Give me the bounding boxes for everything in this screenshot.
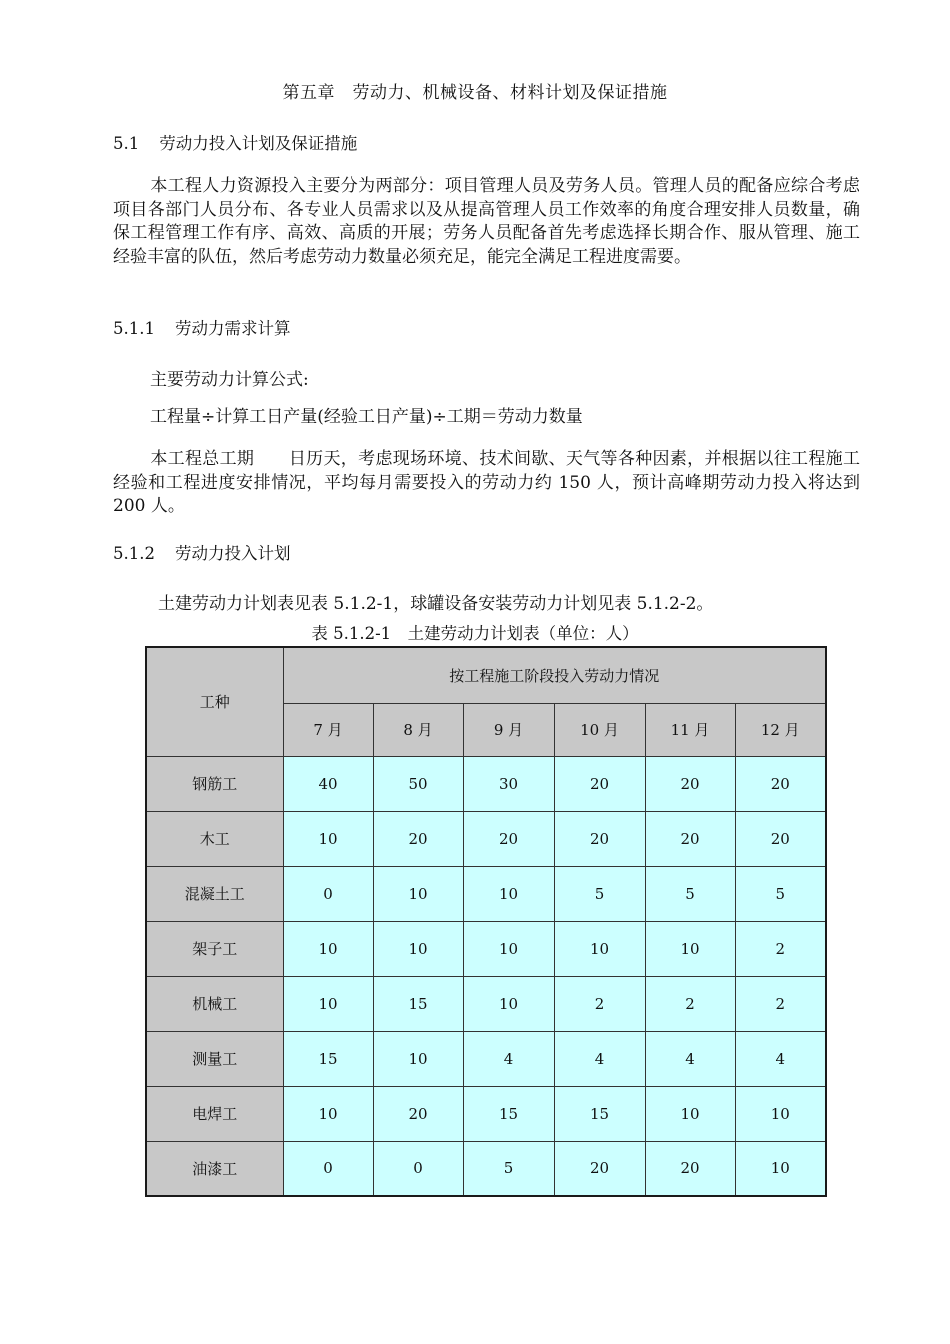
labor-count-cell: 20 bbox=[645, 811, 735, 866]
labor-count-cell: 10 bbox=[373, 921, 463, 976]
labor-count-cell: 30 bbox=[463, 756, 554, 811]
labor-count-cell: 10 bbox=[735, 1086, 826, 1141]
labor-count-cell: 4 bbox=[463, 1031, 554, 1086]
labor-count-cell: 4 bbox=[554, 1031, 645, 1086]
labor-count-cell: 20 bbox=[373, 1086, 463, 1141]
table-intro: 土建劳动力计划表见表 5.1.2-1，球罐设备安装劳动力计划见表 5.1.2-2。 bbox=[158, 594, 714, 614]
labor-count-cell: 15 bbox=[283, 1031, 373, 1086]
labor-count-cell: 0 bbox=[373, 1141, 463, 1196]
section-heading-5-1 bbox=[113, 131, 357, 157]
labor-count-cell: 2 bbox=[554, 976, 645, 1031]
labor-count-cell: 20 bbox=[554, 1141, 645, 1196]
labor-count-cell: 15 bbox=[373, 976, 463, 1031]
section-title: 劳动力需求计算 bbox=[174, 319, 291, 338]
group-header: 按工程施工阶段投入劳动力情况 bbox=[283, 647, 826, 703]
month-header: 9 月 bbox=[463, 703, 554, 756]
table-body bbox=[146, 756, 826, 1196]
worker-column-header: 工种 bbox=[146, 647, 283, 756]
labor-count-cell: 10 bbox=[554, 921, 645, 976]
labor-count-cell: 10 bbox=[645, 921, 735, 976]
section-number: 5.1.1 bbox=[113, 319, 155, 338]
labor-count-cell: 15 bbox=[463, 1086, 554, 1141]
labor-count-cell: 10 bbox=[463, 976, 554, 1031]
labor-count-cell: 10 bbox=[373, 866, 463, 921]
section-heading-5-1-2 bbox=[113, 541, 290, 567]
labor-count-cell: 0 bbox=[283, 1141, 373, 1196]
worker-type-cell: 电焊工 bbox=[146, 1086, 283, 1141]
labor-count-cell: 50 bbox=[373, 756, 463, 811]
labor-count-cell: 40 bbox=[283, 756, 373, 811]
labor-count-cell: 10 bbox=[735, 1141, 826, 1196]
labor-count-cell: 5 bbox=[463, 1141, 554, 1196]
table-row bbox=[146, 1031, 826, 1086]
labor-count-cell: 20 bbox=[735, 811, 826, 866]
labor-count-cell: 15 bbox=[554, 1086, 645, 1141]
paragraph-duration bbox=[113, 448, 860, 519]
table-row bbox=[146, 1141, 826, 1196]
table-row bbox=[146, 976, 826, 1031]
section-number: 5.1 bbox=[113, 134, 140, 153]
labor-count-cell: 5 bbox=[554, 866, 645, 921]
labor-count-cell: 10 bbox=[283, 976, 373, 1031]
labor-count-cell: 20 bbox=[645, 756, 735, 811]
table-row bbox=[146, 756, 826, 811]
chapter-title: 第五章 劳动力、机械设备、材料计划及保证措施 bbox=[282, 83, 668, 103]
section-heading-5-1-1 bbox=[113, 316, 290, 342]
labor-count-cell: 2 bbox=[735, 976, 826, 1031]
table-row bbox=[146, 1086, 826, 1141]
labor-count-cell: 4 bbox=[645, 1031, 735, 1086]
labor-count-cell: 20 bbox=[645, 1141, 735, 1196]
labor-count-cell: 10 bbox=[283, 921, 373, 976]
paragraph-text: 本工程人力资源投入主要分为两部分：项目管理人员及劳务人员。管理人员的配备应综合考虑项目各部门人员分布、各专业人员需求以及从提高管理人员工作效率的角度合理安排人员数量，确保工程管理工作有序、高效、高质的开展；劳务人员配备首先考虑选择长期合作、服从管理、施工经验丰富的队伍，然后考虑劳动力数量必须充足，能完全满足工程进度需要。 bbox=[113, 176, 860, 267]
worker-type-cell: 混凝土工 bbox=[146, 866, 283, 921]
labor-count-cell: 10 bbox=[645, 1086, 735, 1141]
formula-label: 主要劳动力计算公式: bbox=[150, 370, 309, 390]
section-title: 劳动力投入计划及保证措施 bbox=[159, 134, 358, 153]
worker-type-cell: 木工 bbox=[146, 811, 283, 866]
paragraph-intro bbox=[113, 175, 860, 269]
labor-count-cell: 4 bbox=[735, 1031, 826, 1086]
worker-type-cell: 机械工 bbox=[146, 976, 283, 1031]
month-header: 11 月 bbox=[645, 703, 735, 756]
worker-type-cell: 架子工 bbox=[146, 921, 283, 976]
table-row bbox=[146, 866, 826, 921]
table-row bbox=[146, 921, 826, 976]
section-number: 5.1.2 bbox=[113, 544, 155, 563]
section-title: 劳动力投入计划 bbox=[174, 544, 291, 563]
month-header: 7 月 bbox=[283, 703, 373, 756]
labor-count-cell: 10 bbox=[283, 811, 373, 866]
labor-count-cell: 10 bbox=[283, 1086, 373, 1141]
worker-type-cell: 油漆工 bbox=[146, 1141, 283, 1196]
worker-type-cell: 钢筋工 bbox=[146, 756, 283, 811]
labor-count-cell: 20 bbox=[735, 756, 826, 811]
labor-count-cell: 5 bbox=[735, 866, 826, 921]
table-row bbox=[146, 811, 826, 866]
labor-count-cell: 2 bbox=[735, 921, 826, 976]
labor-count-cell: 20 bbox=[554, 811, 645, 866]
paragraph-text: 本工程总工期 日历天，考虑现场环境、技术间歇、天气等各种因素，并根据以往工程施工经验和工程进度安排情况，平均每月需要投入的劳动力约 150 人，预计高峰期劳动力投入将达到 200 人。 bbox=[113, 449, 860, 516]
labor-count-cell: 20 bbox=[554, 756, 645, 811]
labor-count-cell: 20 bbox=[373, 811, 463, 866]
labor-count-cell: 10 bbox=[463, 866, 554, 921]
formula: 工程量÷计算工日产量(经验工日产量)÷工期＝劳动力数量 bbox=[150, 407, 583, 427]
table-caption: 表 5.1.2-1 土建劳动力计划表（单位：人） bbox=[311, 624, 639, 643]
table-header-row bbox=[146, 647, 826, 703]
labor-count-cell: 20 bbox=[463, 811, 554, 866]
month-header: 10 月 bbox=[554, 703, 645, 756]
labor-count-cell: 10 bbox=[373, 1031, 463, 1086]
month-header: 12 月 bbox=[735, 703, 826, 756]
labor-count-cell: 2 bbox=[645, 976, 735, 1031]
month-header: 8 月 bbox=[373, 703, 463, 756]
labor-count-cell: 0 bbox=[283, 866, 373, 921]
labor-plan-table bbox=[145, 646, 827, 1197]
labor-count-cell: 10 bbox=[463, 921, 554, 976]
labor-count-cell: 5 bbox=[645, 866, 735, 921]
worker-type-cell: 测量工 bbox=[146, 1031, 283, 1086]
